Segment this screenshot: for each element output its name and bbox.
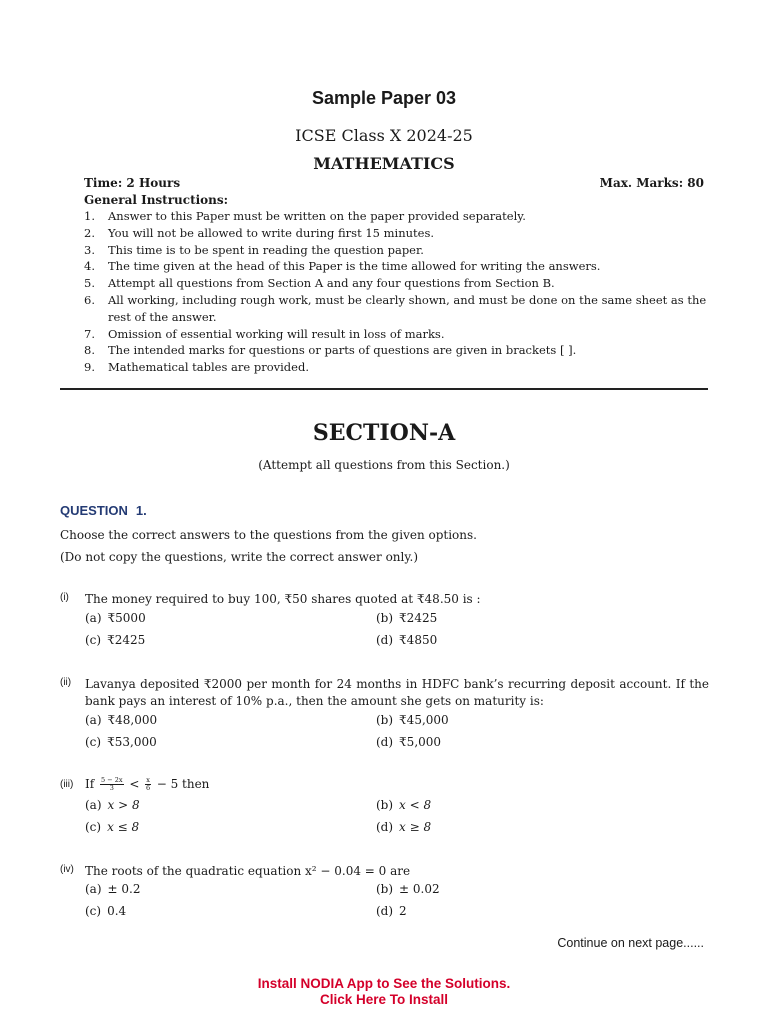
option-label: (b) <box>376 798 394 812</box>
option-label: (c) <box>85 904 102 918</box>
option-text: 2 <box>399 904 407 918</box>
instruction-number: 9. <box>84 360 95 375</box>
instruction-text: This time is to be spent in reading the question paper. <box>108 242 424 257</box>
option-label: (b) <box>376 713 394 727</box>
option-text: ₹2425 <box>107 633 146 647</box>
option-a <box>85 882 140 896</box>
option-text: x < 8 <box>399 798 432 812</box>
instruction-item <box>84 275 712 292</box>
instruction-number: 6. <box>84 292 95 307</box>
option-b <box>376 798 431 812</box>
part-number: (iii) <box>60 779 74 790</box>
option-label: (c) <box>85 735 102 749</box>
option-a <box>85 611 146 625</box>
question-heading <box>60 503 147 518</box>
option-label: (c) <box>85 820 102 834</box>
option-text: ₹2425 <box>399 611 438 625</box>
fraction-denominator: 6 <box>145 784 151 792</box>
option-a <box>85 713 157 727</box>
option-text: ± 0.02 <box>399 882 440 896</box>
instruction-number: 4. <box>84 259 95 274</box>
instruction-number: 2. <box>84 225 95 240</box>
instruction-text: The intended marks for questions or parts of questions are given in brackets [ ]. <box>108 343 577 358</box>
option-label: (a) <box>85 798 102 812</box>
question-label: QUESTION <box>60 503 128 518</box>
fraction-numerator: x <box>146 776 150 784</box>
option-label: (c) <box>85 633 102 647</box>
section-heading: SECTION-A <box>312 420 456 446</box>
instruction-item <box>84 342 712 359</box>
option-label: (a) <box>85 713 102 727</box>
instruction-item <box>84 225 712 242</box>
stem-prefix: If <box>85 777 95 791</box>
option-text: x ≥ 8 <box>399 820 432 834</box>
option-label: (d) <box>376 820 394 834</box>
option-text: ₹4850 <box>399 633 438 647</box>
instruction-item <box>84 326 712 343</box>
option-label: (b) <box>376 611 394 625</box>
subject-title: MATHEMATICS <box>313 154 455 173</box>
stem-suffix: − 5 then <box>152 777 210 791</box>
option-label: (d) <box>376 633 394 647</box>
divider <box>60 388 708 390</box>
option-b <box>376 611 437 625</box>
instructions-list <box>84 208 712 376</box>
option-text: ₹5,000 <box>399 735 442 749</box>
paper-title: Sample Paper 03 <box>311 88 457 108</box>
inequality-fraction-left <box>100 777 124 792</box>
general-instructions-label: General Instructions: <box>84 193 229 207</box>
option-label: (b) <box>376 882 394 896</box>
option-b <box>376 882 440 896</box>
option-text: ₹48,000 <box>107 713 158 727</box>
instruction-text: Attempt all questions from Section A and any four questions from Section B. <box>108 276 555 291</box>
option-d <box>376 633 437 647</box>
stem-operator: < <box>125 777 144 791</box>
instruction-text: Mathematical tables are provided. <box>108 360 309 375</box>
promo-text: Install NODIA App to See the Solutions. <box>257 976 511 991</box>
fraction-numerator: 5 − 2x <box>101 776 123 784</box>
question-intro-note: (Do not copy the questions, write the correct answer only.) <box>60 550 419 564</box>
option-label: (d) <box>376 904 394 918</box>
instruction-text: All working, including rough work, must be clearly shown, and must be done on the same sheet as the rest of the answer. <box>108 292 707 324</box>
instruction-item <box>84 258 712 275</box>
option-c <box>85 904 126 918</box>
option-text: ₹5000 <box>107 611 146 625</box>
part-number: (iv) <box>60 864 74 875</box>
option-text: x > 8 <box>107 798 140 812</box>
instruction-item <box>84 242 712 259</box>
option-label: (d) <box>376 735 394 749</box>
option-label: (a) <box>85 882 102 896</box>
time-allowed: Time: 2 Hours <box>84 176 181 190</box>
question-intro: Choose the correct answers to the questions from the given options. <box>60 528 477 542</box>
question-number: 1. <box>135 503 147 518</box>
option-d <box>376 820 431 834</box>
option-b <box>376 713 449 727</box>
instruction-item <box>84 292 712 326</box>
continue-note: Continue on next page...... <box>557 936 704 950</box>
option-text: ± 0.2 <box>107 882 141 896</box>
instruction-text: Omission of essential working will result in loss of marks. <box>108 326 445 341</box>
inequality-fraction-right <box>145 777 151 792</box>
instruction-text: Answer to this Paper must be written on the paper provided separately. <box>108 209 526 223</box>
option-d <box>376 735 441 749</box>
instruction-item <box>84 208 712 225</box>
instruction-number: 1. <box>84 209 95 223</box>
fraction-denominator: 3 <box>109 784 114 792</box>
instruction-number: 7. <box>84 326 95 341</box>
section-note: (Attempt all questions from this Section.) <box>258 458 510 472</box>
part-number: (i) <box>60 592 69 603</box>
part-number: (ii) <box>60 677 72 688</box>
max-marks: Max. Marks: 80 <box>599 176 704 190</box>
option-c <box>85 735 157 749</box>
install-link[interactable]: Click Here To Install <box>319 991 449 1007</box>
instruction-text: You will not be allowed to write during first 15 minutes. <box>108 225 435 240</box>
instruction-item <box>84 359 712 376</box>
part-stem: The roots of the quadratic equation x² − 0.04 = 0 are <box>85 864 411 878</box>
option-a <box>85 798 140 812</box>
option-text: x ≤ 8 <box>107 820 140 834</box>
instruction-text: The time given at the head of this Paper is the time allowed for writing the answers. <box>108 259 601 274</box>
option-c <box>85 633 145 647</box>
option-label: (a) <box>85 611 102 625</box>
instruction-number: 8. <box>84 343 95 358</box>
option-c <box>85 820 139 834</box>
option-text: ₹45,000 <box>399 713 449 727</box>
instruction-number: 3. <box>84 242 95 257</box>
option-text: ₹53,000 <box>107 735 157 749</box>
paper-subtitle: ICSE Class X 2024-25 <box>295 126 473 145</box>
part-stem: The money required to buy 100, ₹50 shares quoted at ₹48.50 is : <box>85 592 481 606</box>
instruction-number: 5. <box>84 276 95 291</box>
app-promo[interactable] <box>0 976 768 1007</box>
part-stem <box>85 776 709 793</box>
option-text: 0.4 <box>107 904 127 918</box>
option-d <box>376 904 407 918</box>
part-stem: Lavanya deposited ₹2000 per month for 24 months in HDFC bank’s recurring deposit account. If the bank pays an interest of 10% p.a., then the amount she gets on maturity is: <box>85 677 709 708</box>
